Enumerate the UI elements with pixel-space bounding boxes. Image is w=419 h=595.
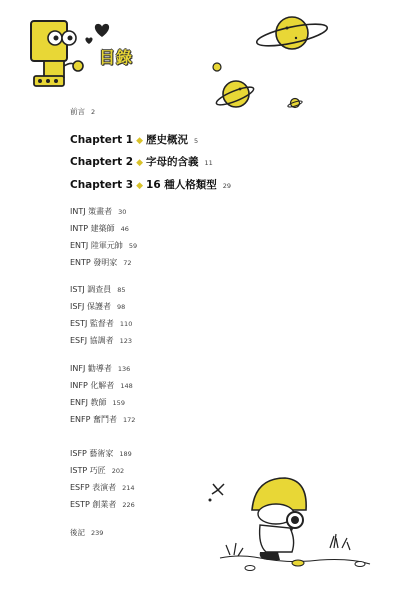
diamond-icon: ◆ (136, 158, 144, 168)
type-label: ESFP 表演者 (70, 483, 117, 492)
type-page: 123 (119, 337, 133, 345)
type-page: 110 (119, 320, 133, 328)
planet-icon (212, 62, 222, 72)
toc-chapter (70, 177, 231, 192)
diamond-icon: ◆ (136, 181, 144, 191)
toc-type-entry (70, 465, 124, 476)
type-label: ISFJ 保護者 (70, 302, 111, 311)
toc-type-entry (70, 318, 132, 329)
diamond-icon: ◆ (136, 136, 144, 146)
toc-type-entry (70, 284, 126, 295)
type-label: ISTJ 調查員 (70, 285, 112, 294)
toc-afterword (70, 527, 103, 538)
toc-intro-label: 前言 (70, 107, 85, 116)
chapter-page: 11 (204, 159, 213, 167)
planet-icon (254, 8, 330, 58)
toc-type-entry (70, 499, 135, 510)
toc-chapter (70, 132, 198, 147)
toc-type-entry (70, 223, 129, 234)
magnifier-kid-icon (200, 470, 390, 580)
type-label: ENTJ 陸軍元帥 (70, 241, 123, 250)
chapter-title: 歷史概況 (146, 134, 189, 146)
type-page: 46 (120, 225, 129, 233)
type-label: INFP 化解者 (70, 381, 115, 390)
toc-type-entry (70, 335, 132, 346)
toc-type-entry (70, 257, 132, 268)
type-page: 148 (120, 382, 133, 390)
type-page: 59 (128, 242, 138, 250)
type-page: 136 (117, 365, 131, 373)
toc-intro (70, 106, 95, 117)
type-label: ESTJ 監督者 (70, 319, 114, 328)
heart-icon (92, 22, 112, 38)
type-label: ENTP 發明家 (70, 258, 118, 267)
chapter-title: 16 種人格類型 (146, 179, 217, 191)
toc-intro-page: 2 (91, 108, 96, 116)
type-label: ESFJ 協調者 (70, 336, 114, 345)
type-page: 72 (123, 259, 132, 267)
toc-type-entry (70, 482, 135, 493)
toc-chapter (70, 154, 213, 169)
type-page: 226 (122, 501, 135, 509)
toc-type-entry (70, 448, 132, 459)
type-page: 85 (117, 286, 126, 294)
type-label: INFJ 勸導者 (70, 364, 112, 373)
toc-type-entry (70, 363, 130, 374)
type-label: ENFJ 教師 (70, 398, 107, 407)
chapter-page: 29 (222, 182, 232, 190)
toc-type-entry (70, 206, 126, 217)
type-label: ISTP 巧匠 (70, 466, 106, 475)
type-label: ISFP 藝術家 (70, 449, 114, 458)
toc-type-entry (70, 380, 133, 391)
page-title: 目錄 (99, 48, 134, 67)
toc-type-entry (70, 240, 137, 251)
heart-icon (84, 36, 94, 45)
chapter-page: 5 (194, 137, 199, 145)
planet-icon (287, 96, 303, 110)
toc-type-entry (70, 414, 135, 425)
toc-type-entry (70, 397, 125, 408)
chapter-number: Chaptert 2 (70, 156, 134, 168)
type-label: INTP 建築師 (70, 224, 115, 233)
type-page: 98 (116, 303, 126, 311)
type-label: ESTP 創業者 (70, 500, 117, 509)
toc-afterword-page: 239 (91, 529, 104, 537)
chapter-number: Chaptert 1 (70, 134, 134, 146)
type-page: 159 (112, 399, 125, 407)
box-robot-icon (26, 18, 98, 98)
type-page: 172 (123, 416, 136, 424)
type-page: 202 (111, 467, 125, 475)
chapter-number: Chaptert 3 (70, 179, 134, 191)
type-page: 214 (122, 484, 135, 492)
type-label: INTJ 策畫者 (70, 207, 113, 216)
planet-icon (214, 74, 256, 114)
type-page: 189 (119, 450, 132, 458)
type-page: 30 (118, 208, 127, 216)
toc-afterword-label: 後記 (70, 528, 85, 537)
type-label: ENFP 奮鬥者 (70, 415, 118, 424)
toc-type-entry (70, 301, 125, 312)
chapter-title: 字母的含義 (146, 156, 199, 168)
